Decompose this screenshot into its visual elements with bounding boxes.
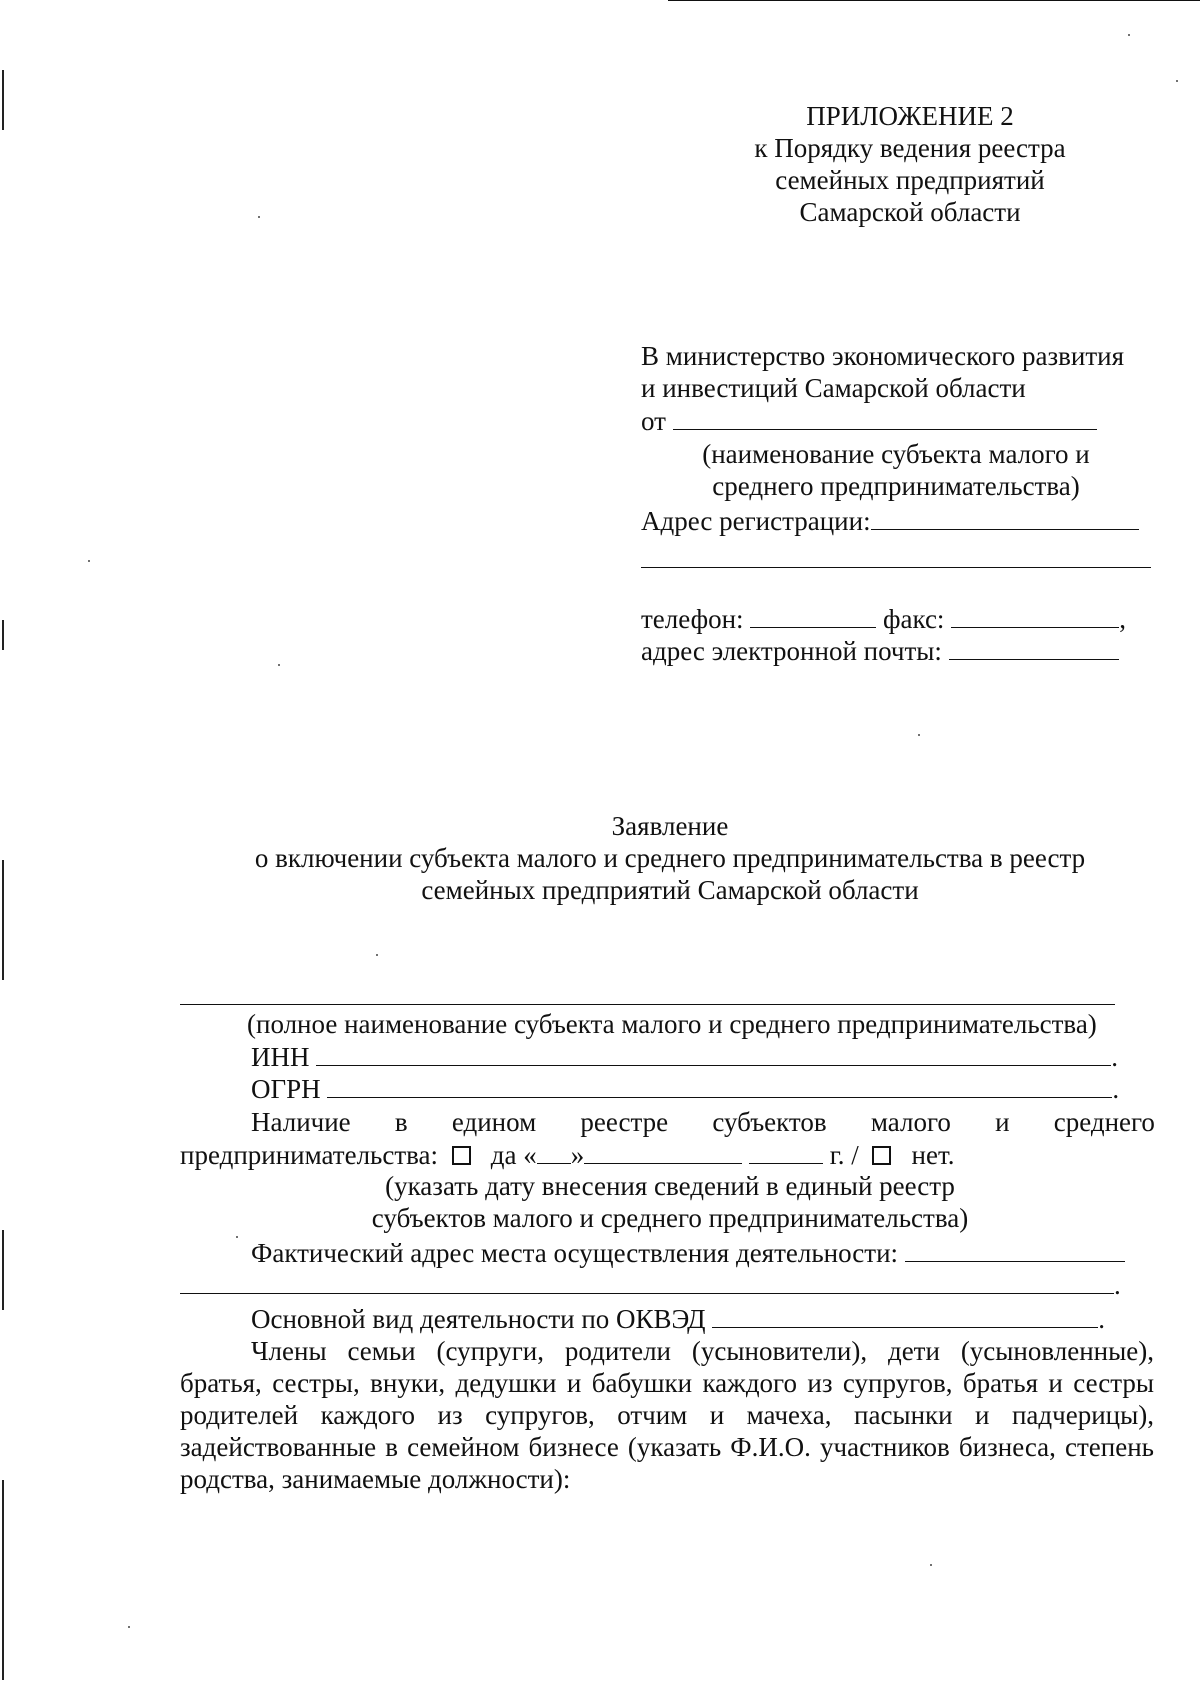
- registry-word: едином: [451, 1107, 537, 1137]
- registry-word: реестре: [580, 1107, 669, 1137]
- full-name-field[interactable]: [180, 1004, 1115, 1005]
- year-label: г. /: [829, 1140, 859, 1170]
- scan-edge-mark: [2, 70, 4, 130]
- inn-tail: .: [1111, 1042, 1118, 1072]
- email-row: [641, 634, 1119, 667]
- no-label: нет.: [911, 1140, 955, 1170]
- fax-label: факс:: [883, 604, 945, 634]
- yes-label: да «: [490, 1140, 537, 1170]
- registry-line-1: [251, 1106, 1155, 1138]
- full-name-caption: (полное наименование субъекта малого и среднего предпринимательства): [247, 1009, 1097, 1039]
- reg-address-field-line-2[interactable]: [641, 567, 1151, 568]
- registry-word: и: [995, 1107, 1010, 1137]
- scan-speck: [1176, 80, 1178, 82]
- okved-field[interactable]: [712, 1302, 1098, 1328]
- actual-address-field-line-2[interactable]: [180, 1268, 1114, 1294]
- phone-fax-row: [641, 602, 1126, 635]
- scan-speck: [918, 734, 920, 736]
- email-field[interactable]: [949, 634, 1119, 660]
- okved-row: [251, 1302, 1105, 1335]
- registry-word: Наличие: [251, 1107, 351, 1137]
- reg-address-label: Адрес регистрации:: [641, 506, 871, 536]
- scan-top-line: [668, 0, 1200, 1]
- appendix-header: [720, 100, 1100, 228]
- ogrn-row: [251, 1072, 1119, 1105]
- scan-speck: [376, 954, 378, 956]
- scan-edge-mark: [2, 1480, 4, 1680]
- from-caption-line-2: среднего предпринимательства): [712, 471, 1080, 501]
- statement-title: Заявление: [611, 811, 729, 841]
- scan-speck: [278, 664, 280, 666]
- from-row: [641, 404, 1097, 437]
- statement-subtitle-2: семейных предприятий Самарской области: [421, 875, 919, 905]
- registry-word: среднего: [1053, 1107, 1155, 1137]
- day-field[interactable]: [537, 1138, 571, 1164]
- from-label: от: [641, 406, 666, 436]
- ogrn-label: ОГРН: [251, 1074, 321, 1104]
- scan-edge-mark: [2, 620, 4, 650]
- addressee-line-1: В министерство экономического развития: [641, 341, 1124, 371]
- yes-close: »: [570, 1140, 585, 1170]
- inn-field[interactable]: [316, 1040, 1111, 1066]
- scan-speck: [1128, 34, 1130, 36]
- appendix-title: ПРИЛОЖЕНИЕ 2: [806, 101, 1014, 131]
- ogrn-field[interactable]: [327, 1072, 1112, 1098]
- year-field[interactable]: [749, 1138, 823, 1164]
- actual-address-tail: .: [1114, 1270, 1121, 1300]
- appendix-line-1: к Порядку ведения реестра: [754, 133, 1066, 163]
- inn-row: [251, 1040, 1118, 1073]
- statement-subtitle-1: о включении субъекта малого и среднего предпринимательства в реестр: [254, 843, 1086, 873]
- appendix-line-3: Самарской области: [799, 197, 1021, 227]
- fax-tail: ,: [1119, 604, 1126, 634]
- registry-word: субъектов: [712, 1107, 827, 1137]
- scan-speck: [88, 560, 90, 562]
- inn-label: ИНН: [251, 1042, 310, 1072]
- registry-word: в: [394, 1107, 408, 1137]
- no-checkbox[interactable]: [872, 1146, 891, 1165]
- scan-speck: [258, 216, 260, 218]
- ogrn-tail: .: [1112, 1074, 1120, 1104]
- appendix-line-2: семейных предприятий: [775, 165, 1045, 195]
- phone-field[interactable]: [750, 602, 876, 628]
- registry-word: малого: [870, 1107, 951, 1137]
- reg-address-field[interactable]: [871, 504, 1139, 530]
- date-caption: [330, 1170, 1010, 1234]
- scan-speck: [128, 1626, 130, 1628]
- fax-field[interactable]: [951, 602, 1119, 628]
- month-field[interactable]: [584, 1138, 742, 1164]
- date-caption-line-2: субъектов малого и среднего предпринимательства): [371, 1203, 969, 1233]
- phone-label: телефон:: [641, 604, 744, 634]
- from-caption-line-1: (наименование субъекта малого и: [702, 439, 1090, 469]
- actual-address-row-2: [180, 1268, 1121, 1301]
- email-label: адрес электронной почты:: [641, 636, 942, 666]
- reg-address-row: [641, 504, 1139, 537]
- scan-edge-mark: [2, 860, 4, 980]
- scan-speck: [236, 1236, 238, 1238]
- family-members-paragraph: Члены семьи (супруги, родители (усыновители), дети (усыновленные), братья, сестры, внуки, дедушки и бабушки каждого из супругов, братья и сестры родителей каждого из супругов, отчим и мачеха, пасынки и падчерицы), задействованные в семейном бизнесе (указать Ф.И.О. участников бизнеса, степень родства, занимаемые должности):: [180, 1336, 1154, 1494]
- registry-line-2: [180, 1138, 955, 1171]
- yes-checkbox[interactable]: [452, 1146, 471, 1165]
- from-caption: [676, 438, 1116, 502]
- actual-address-label: Фактический адрес места осуществления деятельности:: [251, 1238, 899, 1268]
- from-field[interactable]: [673, 404, 1097, 430]
- okved-label: Основной вид деятельности по ОКВЭД: [251, 1304, 706, 1334]
- actual-address-field[interactable]: [905, 1236, 1125, 1262]
- registry-prefix: предпринимательства:: [180, 1140, 439, 1170]
- addressee-line-2: и инвестиций Самарской области: [641, 373, 1026, 403]
- actual-address-row: [251, 1236, 1125, 1269]
- okved-tail: .: [1098, 1304, 1106, 1334]
- date-caption-line-1: (указать дату внесения сведений в единый реестр: [385, 1171, 955, 1201]
- scan-speck: [930, 1564, 932, 1566]
- scan-edge-mark: [2, 1230, 4, 1310]
- statement-heading: [170, 810, 1170, 906]
